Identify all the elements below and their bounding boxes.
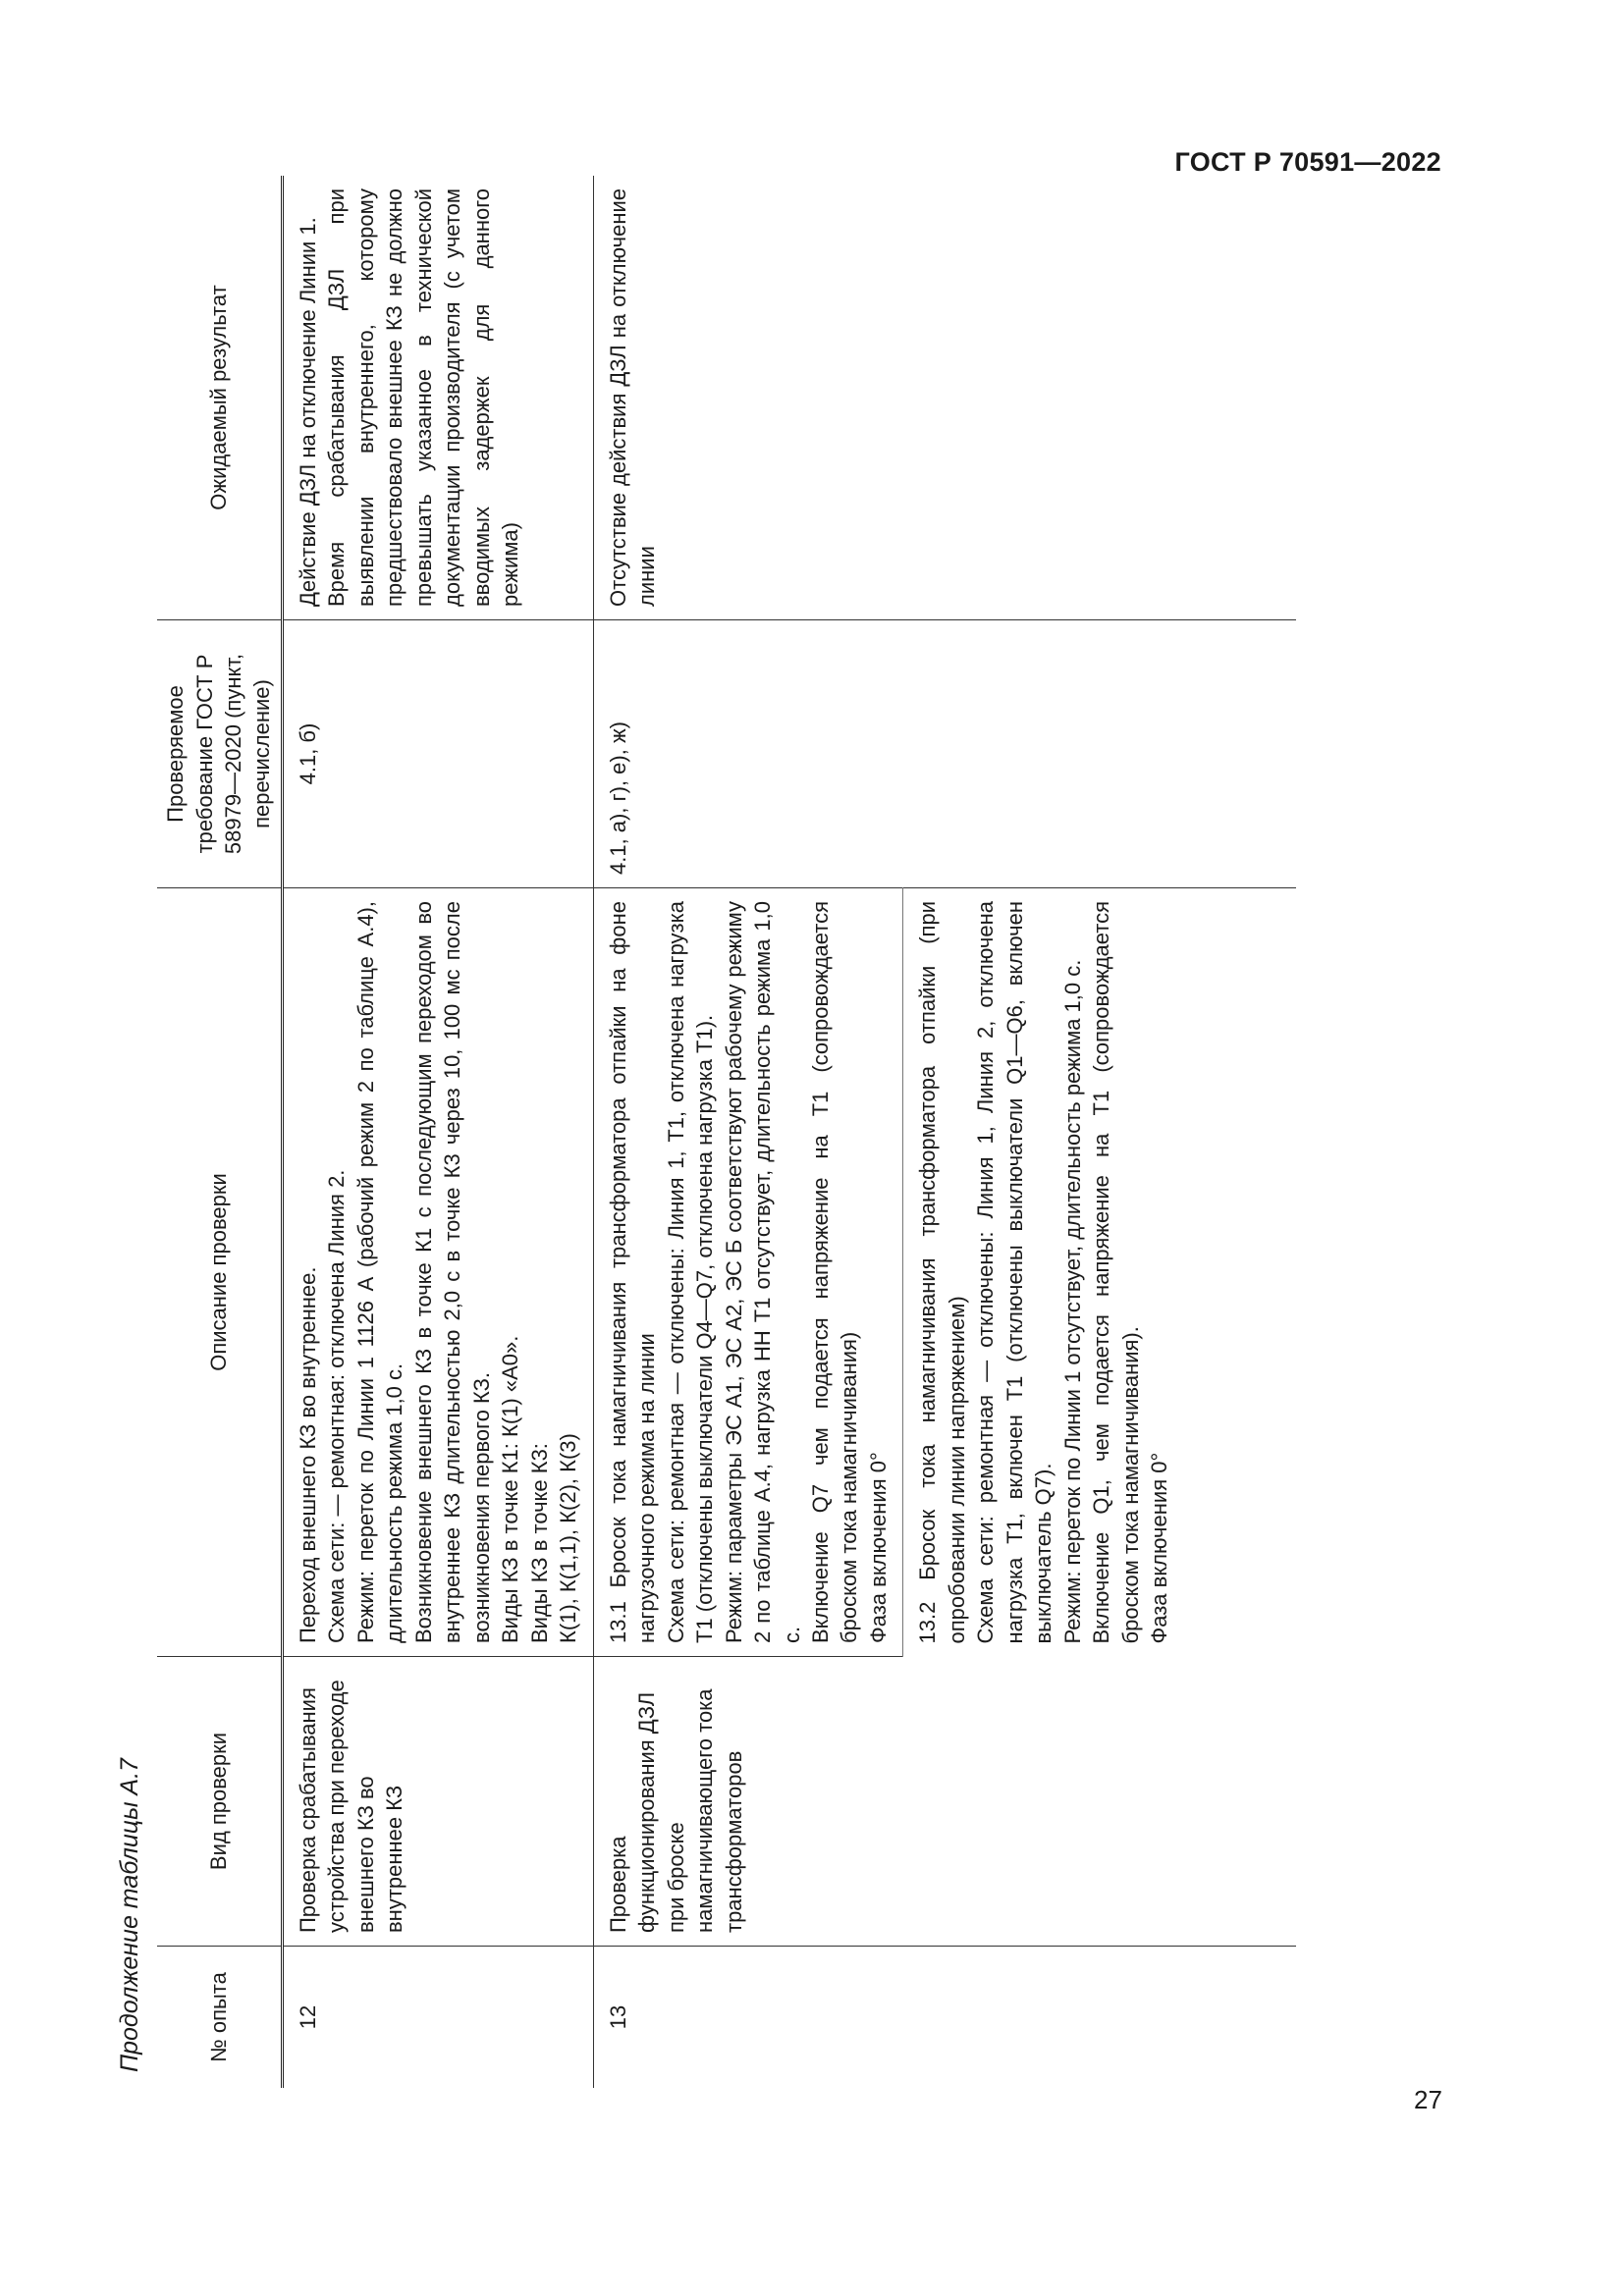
col-header-desc: Описание проверки (157, 888, 283, 1657)
col-header-expected: Ожидаемый результат (157, 176, 283, 620)
expected-line: Действие ДЗЛ на отключение Линии 1. (296, 217, 320, 607)
row-kind: Проверка функционирования ДЗЛ при броске намагничивающего тока трансформаторов (593, 1657, 1296, 1947)
col-header-kind: Вид проверки (157, 1657, 283, 1947)
expected-line: Время срабатывания ДЗЛ при выявлении внутреннего, которому предшествовало внешнее КЗ не должно превышать указанное в технической документации производителя (с учетом вводимых задержек для данного режима) (324, 188, 523, 607)
desc-line: Режим: переток по Линии 1 отсутствует, длительность режима 1,0 с. (1059, 959, 1085, 1644)
row-expected (283, 176, 594, 620)
table-row (593, 176, 903, 2088)
row-requirement: 4.1, а), г), е), ж) (593, 620, 1296, 888)
desc-line: Включение Q1, чем подается напряжение на Т1 (сопровождается броском тока намагничивания). (1089, 901, 1143, 1644)
table-header-row (157, 176, 283, 2088)
desc-line: Виды КЗ в точке К3: (526, 1443, 552, 1643)
desc-line: Включение Q7 чем подается напряжение на Т1 (сопровождается броском тока намагничивания) (807, 901, 862, 1643)
table-caption: Продолжение таблицы А.7 (116, 1758, 143, 2072)
desc-line: Режим: параметры ЭС А1, ЭС А2, ЭС Б соответствуют рабочему режиму 2 по таблице А.4, нагрузка НН Т1 отсутствует, длительность режима 1,0 с. (721, 901, 804, 1643)
row-desc-sub-2 (903, 888, 1297, 1657)
row-desc-sub-1 (593, 888, 903, 1657)
page-number: 27 (1414, 2085, 1442, 2114)
standard-header: ГОСТ Р 70591—2022 (1174, 147, 1441, 177)
desc-line: Схема сети: ремонтная — отключены: Линия 1, Т1, отключена нагрузка Т1 (отключены выключатели Q4—Q7, отключена нагрузка Т1). (663, 901, 718, 1643)
row-requirement: 4.1, б) (283, 620, 594, 888)
desc-line: 13.2 Бросок тока намагничивания трансформатора отпайки (при опробовании линии напряжением) (915, 901, 969, 1644)
col-header-num: № опыта (157, 1947, 283, 2089)
table-row (283, 176, 594, 2088)
desc-line: Схема сети: ремонтная — отключены: Линия 1, Линия 2, отключена нагрузка Т1, включен Т1 (отключены выключатели Q1—Q6, включен выключатель Q7). (973, 901, 1056, 1644)
row-kind: Проверка срабатывания устройства при переходе внешнего КЗ во внутреннее КЗ (283, 1657, 594, 1947)
row-num: 12 (283, 1947, 594, 2089)
row-desc (283, 888, 594, 1657)
expected-line: Отсутствие действия ДЗЛ на отключение линии (605, 188, 660, 607)
desc-line: Режим: переток по Линии 1 1126 А (рабочий режим 2 по таблице А.4), длительность режима 1,0 с. (352, 901, 407, 1643)
col-header-req: Проверяемое требование ГОСТ Р 58979—2020 (пункт, перечисление) (157, 620, 283, 888)
row-num: 13 (605, 2004, 630, 2030)
desc-line: Фаза включения 0° (1147, 1452, 1172, 1644)
desc-line: Схема сети: — ремонтная: отключена Линия 2. (324, 1169, 350, 1643)
desc-line: 13.1 Бросок тока намагничивания трансформатора отпайки на фоне нагрузочного режима на линии (605, 901, 660, 1643)
test-table (157, 176, 1296, 2088)
desc-line: Виды КЗ в точке К1: К(1) «А0». (498, 1335, 523, 1643)
desc-line: Переход внешнего КЗ во внутреннее. (296, 1266, 320, 1643)
desc-line: Возникновение внешнего КЗ в точке К1 с последующим переходом во внутреннее КЗ длительностью 2,0 с в точке К3 через 10, 100 мс после возникновения первого КЗ. (410, 901, 494, 1643)
desc-line: К(1), К(1,1), К(2), К(3) (556, 1433, 581, 1643)
desc-line: Фаза включения 0° (865, 1452, 891, 1643)
row-expected (593, 176, 1296, 620)
